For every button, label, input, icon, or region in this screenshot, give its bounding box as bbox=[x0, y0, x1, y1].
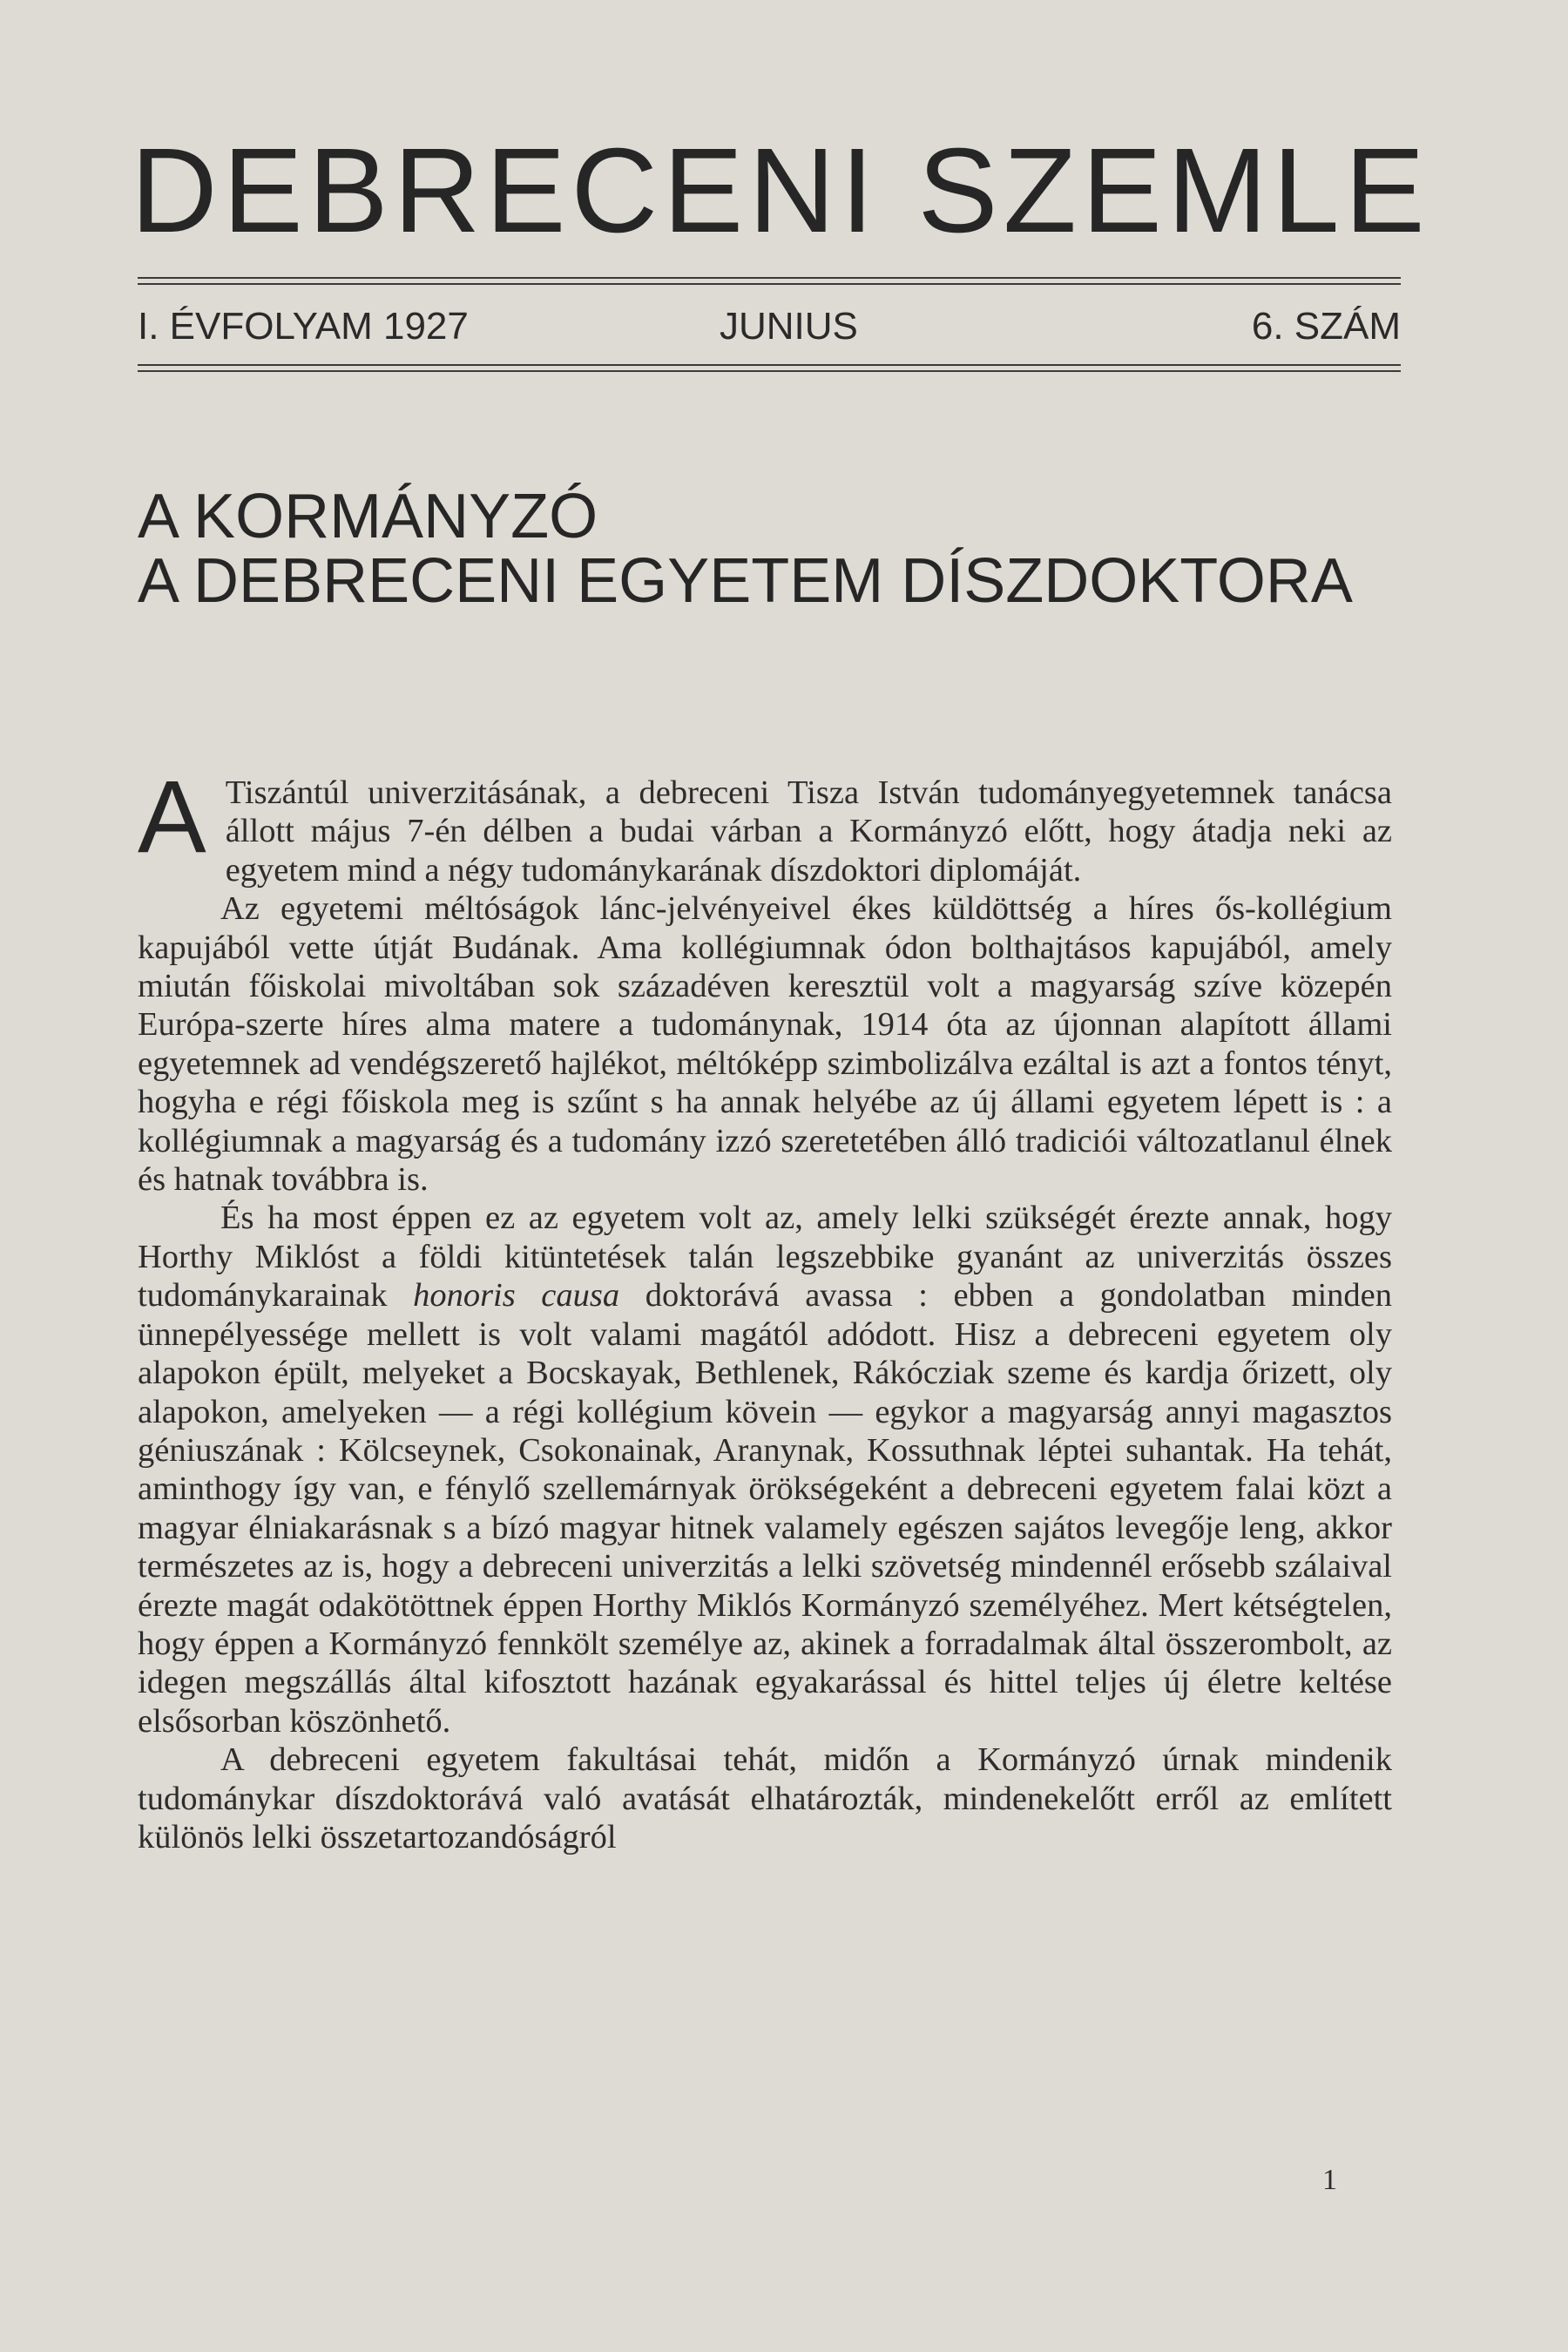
paragraph-3 bbox=[138, 1199, 1392, 1740]
issue-rule-bottom bbox=[138, 364, 1401, 366]
drop-cap: A bbox=[138, 760, 206, 875]
article-body bbox=[138, 760, 1392, 1856]
article-title bbox=[138, 482, 1401, 616]
paragraph-3-text-a: És ha most éppen ez az egyetem volt az, amely lelki szükségét érezte annak, hogy Horthy Miklóst a földi kitüntetések talán legszebbike gyanánt az univerzitás összes tudománykarainak bbox=[138, 1200, 1392, 1315]
page-number: 1 bbox=[1322, 2164, 1337, 2196]
masthead-title: DEBRECENI SZEMLE bbox=[131, 124, 1430, 258]
masthead-rule-top-inner bbox=[138, 283, 1401, 285]
issue-rule-bottom-inner bbox=[138, 370, 1401, 372]
article-title-line-2: A DEBRECENI EGYETEM DÍSZDOKTORA bbox=[138, 546, 1353, 616]
paragraph-2: Az egyetemi méltóságok lánc-jelvényeivel ékes küldöttség a híres ős-kollégium kapujából vette útját Budának. Ama kollégiumnak ódon bolthajtásos kapujából, amely miután főiskolai mivoltában sok századéven keresztül volt a magyarság szíve közepén Európa-szerte híres alma matere a tudománynak, 1914 óta az újonnan alapított állami egyetemnek ad vendégszerető hajlékot, méltóképp szimbolizálva ezáltal is azt a fontos tényt, hogyha e régi főiskola meg is szűnt s ha annak helyébe az új állami egyetem lépett is : a kollégiumnak a magyarság és a tudomány izzó szeretetében álló tradiciói változatlanul élnek és hatnak továbbra is. bbox=[138, 890, 1392, 1199]
paragraph-3-italic: honoris causa bbox=[413, 1277, 620, 1315]
paragraph-1-text: Tiszántúl univerzitásának, a debreceni Tisza István tudományegyetemnek tanácsa állott május 7-én délben a budai várban a Kormányzó előtt, hogy átadja neki az egyetem mind a négy tudománykarának díszdoktori diplomáját. bbox=[225, 774, 1392, 889]
paragraph-4: A debreceni egyetem fakultásai tehát, midőn a Kormányzó úrnak mindenik tudománykar díszdoktorává való avatását elhatározták, mindenekelőtt erről az említett különös lelki összetartozandóságról bbox=[138, 1741, 1392, 1855]
masthead-rule-top bbox=[138, 277, 1401, 279]
paragraph-3-text-b: doktorává avassa : ebben a gondolatban minden ünnepélyessége mellett is volt valami magától adódott. Hisz a debreceni egyetem oly alapokon épült, melyeket a Bocskayak, Bethlenek, Rákócziak szeme és kardja őrizett, oly alapokon, amelyeken — a régi kollégium kövein — egykor a magyarság annyi magasztos géniuszának : Kölcseynek, Csokonainak, Aranynak, Kossuthnak léptei suhantak. Ha tehát, aminthogy így van, e fénylő szellemárnyak örökségeként a debreceni egyetem falai közt a magyar élniakarásnak s a bízó magyar hitnek valamely egészen sajátos levegője leng, akkor természetes az is, hogy a debreceni univerzitás a lelki szövetség mindennél erősebb szálaival érezte magát odakötöttnek éppen Horthy Miklós Kormányzó személyéhez. Mert kétségtelen, hogy éppen a Kormányzó fennkölt személye az, akinek a forradalmak által összerombolt, az idegen megszállás által kifosztott hazának egyakarással és hittel teljes új életre keltése elsősorban köszönhető. bbox=[138, 1277, 1392, 1740]
article-title-line-1: A KORMÁNYZÓ bbox=[138, 482, 598, 551]
issue-month: JUNIUS bbox=[720, 305, 858, 348]
paragraph-1 bbox=[138, 760, 1392, 889]
issue-line bbox=[138, 305, 1401, 348]
issue-volume: I. ÉVFOLYAM 1927 bbox=[138, 305, 469, 348]
issue-number: 6. SZÁM bbox=[1251, 305, 1401, 348]
